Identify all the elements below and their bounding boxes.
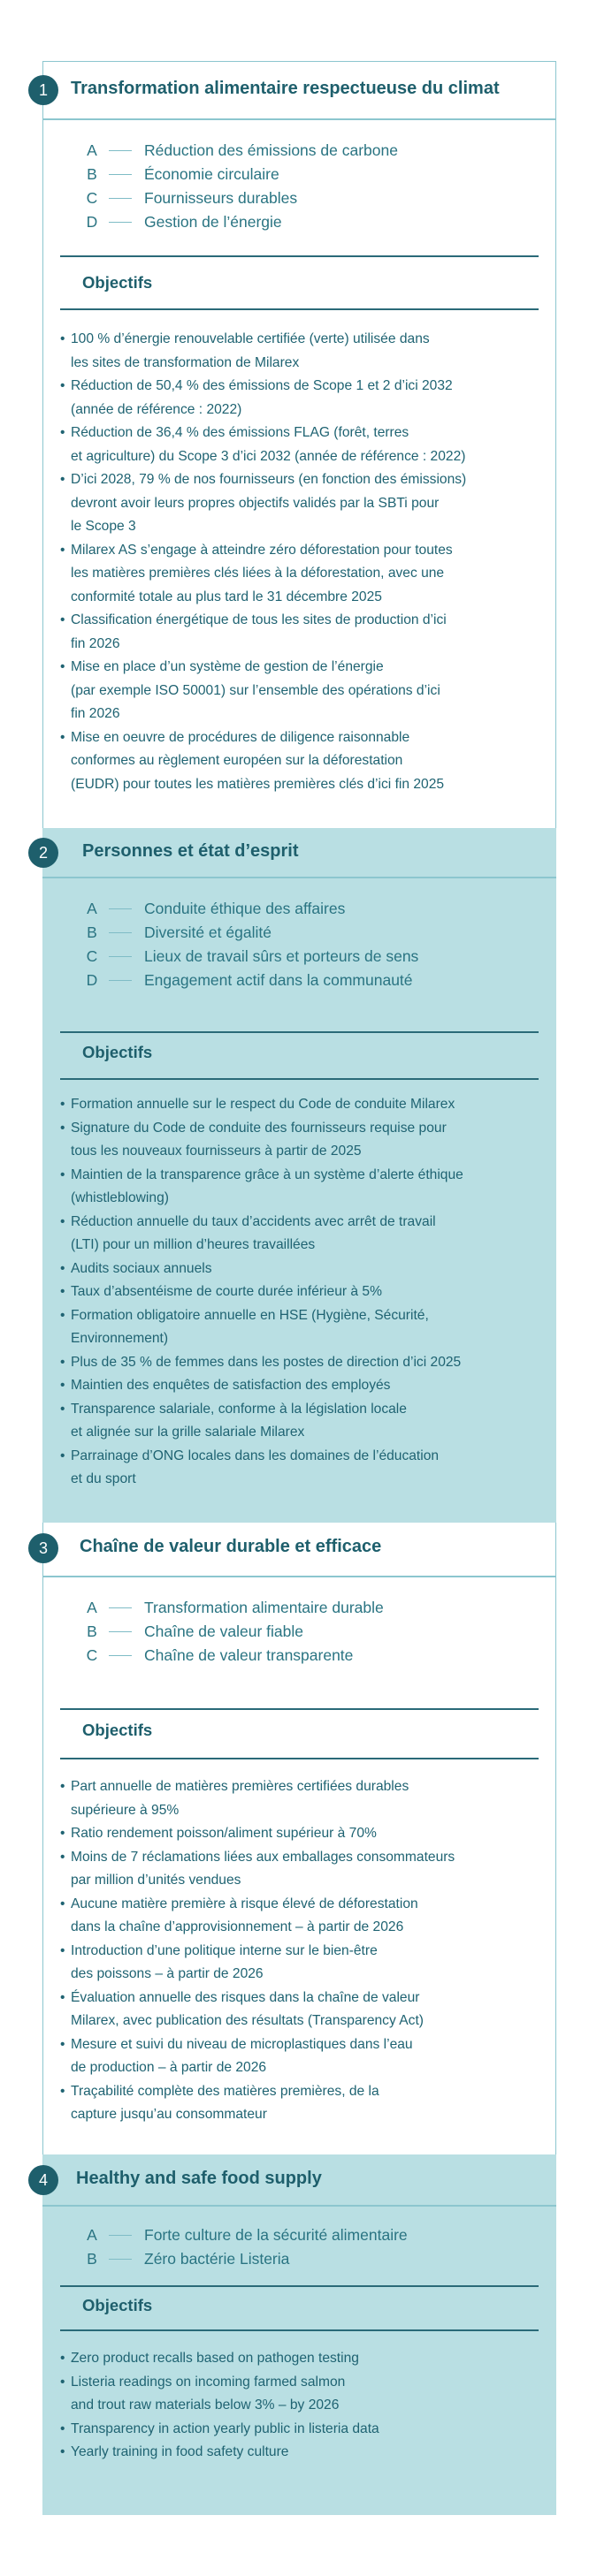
focus-label: Chaîne de valeur transparente [144, 1646, 354, 1664]
section-number-badge: 1 [28, 75, 58, 105]
focus-letter: C [86, 1646, 98, 1664]
section-climate [38, 61, 556, 828]
focus-letter: B [87, 2250, 97, 2268]
focus-letter: C [86, 189, 98, 207]
dash-divider [109, 1655, 132, 1656]
focus-area-item [82, 2247, 408, 2271]
focus-area-item [82, 1644, 384, 1668]
focus-letter: A [87, 2226, 97, 2244]
focus-label: Gestion de l’énergie [144, 213, 282, 231]
section-divider [60, 2329, 539, 2331]
objective-item: • Réduction annuelle du taux d’accidents avec arrêt de travail (LTI) pour un million d’heures travaillées [60, 1211, 538, 1258]
section-title: Transformation alimentaire respectueuse du climat [71, 79, 500, 98]
dash-divider [109, 1631, 132, 1632]
objective-item: • Réduction de 36,4 % des émissions FLAG (forêt, terres et agriculture) du Scope 3 d’ici 2032 (année de référence : 2022) [60, 422, 538, 468]
section-divider [60, 1078, 539, 1080]
focus-letter: D [86, 213, 98, 231]
dash-divider [109, 174, 132, 175]
objective-item: • Milarex AS s’engage à atteindre zéro déforestation pour toutes les matières premières clés liées à la déforestation, avec une conformité totale au plus tard le 31 décembre 2025 [60, 539, 538, 610]
dash-divider [109, 908, 132, 909]
dash-divider [109, 150, 132, 151]
focus-area-item [82, 945, 418, 969]
objective-item: • Mise en oeuvre de procédures de diligence raisonnable conformes au règlement européen sur la déforestation (EUDR) pour toutes les matières premières clés d’ici fin 2025 [60, 726, 538, 797]
dash-divider [109, 932, 132, 933]
dash-divider [109, 2259, 132, 2260]
focus-label: Fournisseurs durables [144, 189, 298, 207]
objective-item: • Formation obligatoire annuelle en HSE (Hygiène, Sécurité, Environnement) [60, 1304, 538, 1351]
objective-item: • Taux d’absentéisme de courte durée inférieur à 5% [60, 1280, 538, 1304]
focus-letter: A [87, 141, 97, 159]
objective-item: • Moins de 7 réclamations liées aux emballages consommateurs par million d’unités vendues [60, 1846, 538, 1893]
focus-area-list [82, 897, 418, 992]
objective-item: • Maintien des enquêtes de satisfaction des employés [60, 1374, 538, 1398]
objective-item: • Yearly training in food safety culture [60, 2441, 538, 2465]
focus-label: Économie circulaire [144, 165, 279, 183]
objective-item: • Formation annuelle sur le respect du Code de conduite Milarex [60, 1093, 538, 1117]
focus-label: Diversité et égalité [144, 923, 272, 941]
focus-area-item [82, 163, 398, 186]
focus-letter: A [87, 900, 97, 917]
objectives-list [60, 1093, 538, 1492]
focus-label: Forte culture de la sécurité alimentaire [144, 2226, 408, 2244]
section-title: Personnes et état d’esprit [82, 841, 299, 861]
objective-item: • Listeria readings on incoming farmed salmon and trout raw materials below 3% – by 2026 [60, 2371, 538, 2418]
section-divider [60, 255, 539, 257]
objective-item: • Audits sociaux annuels [60, 1258, 538, 1281]
focus-area-item [82, 186, 398, 210]
objective-item: • Aucune matière première à risque élevé de déforestation dans la chaîne d’approvisionnement – à partir de 2026 [60, 1893, 538, 1940]
objective-item: • Maintien de la transparence grâce à un système d’alerte éthique (whistleblowing) [60, 1164, 538, 1211]
objective-item: • 100 % d’énergie renouvelable certifiée (verte) utilisée dans les sites de transformation de Milarex [60, 328, 538, 375]
focus-area-list [82, 2223, 408, 2271]
objectives-list [60, 328, 538, 796]
objective-item: • Mesure et suivi du niveau de microplastiques dans l’eau de production – à partir de 2026 [60, 2033, 538, 2080]
dash-divider [109, 198, 132, 199]
focus-label: Zéro bactérie Listeria [144, 2250, 290, 2268]
objective-item: • Traçabilité complète des matières premières, de la capture jusqu’au consommateur [60, 2080, 538, 2127]
objective-item: • Mise en place d’un système de gestion de l’énergie (par exemple ISO 50001) sur l’ensemble des opérations d’ici fin 2026 [60, 656, 538, 726]
title-divider [42, 118, 556, 120]
section-title: Healthy and safe food supply [76, 2169, 322, 2188]
focus-area-list [82, 1596, 384, 1668]
section-divider [60, 1708, 539, 1710]
objective-item: • Zero product recalls based on pathogen testing [60, 2347, 538, 2371]
title-divider [42, 2205, 556, 2207]
objectives-heading: Objectifs [82, 273, 153, 292]
focus-letter: B [87, 923, 97, 941]
objective-item: • Part annuelle de matières premières certifiées durables supérieure à 95% [60, 1775, 538, 1822]
focus-label: Chaîne de valeur fiable [144, 1622, 303, 1640]
focus-area-list [82, 139, 398, 234]
focus-area-item [82, 1620, 384, 1644]
objective-item: • Évaluation annuelle des risques dans la chaîne de valeur Milarex, avec publication des résultats (Transparency Act) [60, 1987, 538, 2033]
dash-divider [109, 1607, 132, 1608]
objectives-list [60, 1775, 538, 2127]
objective-item: • Parrainage d’ONG locales dans les domaines de l’éducation et du sport [60, 1445, 538, 1492]
section-divider [60, 1031, 539, 1033]
focus-area-item [82, 139, 398, 163]
focus-letter: B [87, 1622, 97, 1640]
section-number-badge: 4 [28, 2165, 58, 2195]
focus-area-item [82, 897, 418, 921]
section-divider [60, 308, 539, 310]
focus-area-item [82, 1596, 384, 1620]
focus-area-item [82, 969, 418, 992]
objective-item: • Transparence salariale, conforme à la législation locale et alignée sur la grille salariale Milarex [60, 1398, 538, 1445]
focus-label: Engagement actif dans la communauté [144, 971, 413, 989]
objective-item: • Signature du Code de conduite des fournisseurs requise pour tous les nouveaux fournisseurs à partir de 2025 [60, 1117, 538, 1164]
focus-label: Réduction des émissions de carbone [144, 141, 398, 159]
objective-item: • Réduction de 50,4 % des émissions de Scope 1 et 2 d’ici 2032 (année de référence : 2022) [60, 375, 538, 422]
dash-divider [109, 980, 132, 981]
objective-item: • D’ici 2028, 79 % de nos fournisseurs (en fonction des émissions) devront avoir leurs propres objectifs validés par la SBTi pour le Scope 3 [60, 468, 538, 539]
objectives-heading: Objectifs [82, 1043, 153, 1061]
objective-item: • Plus de 35 % de femmes dans les postes de direction d’ici 2025 [60, 1351, 538, 1375]
section-divider [60, 2285, 539, 2287]
focus-area-item [82, 210, 398, 234]
focus-letter: C [86, 947, 98, 965]
focus-letter: D [86, 971, 98, 989]
section-title: Chaîne de valeur durable et efficace [80, 1537, 382, 1556]
section-number-badge: 2 [28, 838, 58, 868]
focus-area-item [82, 2223, 408, 2247]
objectives-heading: Objectifs [82, 1721, 153, 1739]
section-value-chain [38, 1523, 556, 2154]
dash-divider [109, 222, 132, 223]
section-food-safety [38, 2154, 556, 2515]
section-number-badge: 3 [28, 1533, 58, 1563]
title-divider [42, 1576, 556, 1577]
objectives-heading: Objectifs [82, 2296, 153, 2314]
objective-item: • Classification énergétique de tous les sites de production d’ici fin 2026 [60, 609, 538, 656]
focus-letter: A [87, 1599, 97, 1616]
dash-divider [109, 2235, 132, 2236]
objective-item: • Ratio rendement poisson/aliment supérieur à 70% [60, 1822, 538, 1846]
focus-label: Lieux de travail sûrs et porteurs de sens [144, 947, 419, 965]
section-people [38, 828, 556, 1523]
section-divider [60, 1758, 539, 1759]
focus-letter: B [87, 165, 97, 183]
objective-item: • Introduction d’une politique interne sur le bien-être des poissons – à partir de 2026 [60, 1940, 538, 1987]
objectives-list [60, 2347, 538, 2465]
title-divider [42, 877, 556, 878]
dash-divider [109, 956, 132, 957]
objective-item: • Transparency in action yearly public in listeria data [60, 2418, 538, 2442]
focus-label: Conduite éthique des affaires [144, 900, 346, 917]
focus-label: Transformation alimentaire durable [144, 1599, 384, 1616]
focus-area-item [82, 921, 418, 945]
